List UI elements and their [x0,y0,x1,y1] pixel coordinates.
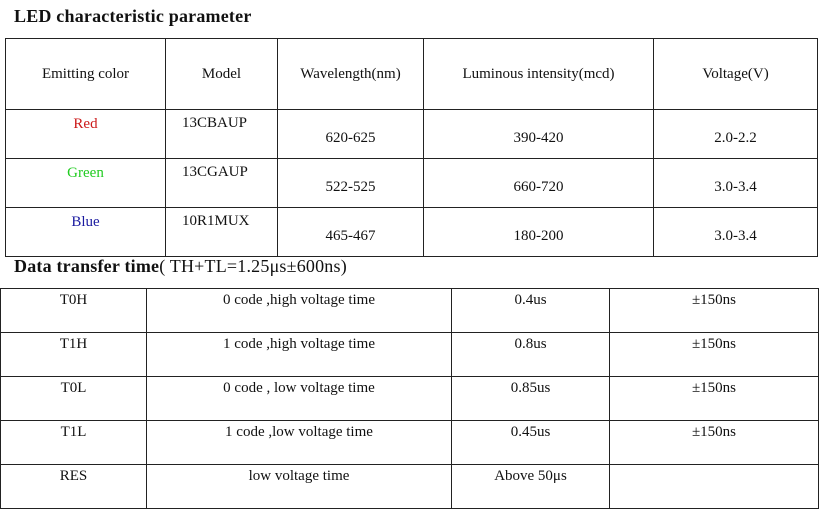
wavelength-cell: 620-625 [278,110,424,159]
data-transfer-table [0,288,819,509]
intensity-cell: 660-720 [424,159,654,208]
emitting-color-cell: Green [6,159,166,208]
emitting-color-cell: Red [6,110,166,159]
timing-description-cell: low voltage time [147,465,452,509]
timing-description-cell: 0 code ,high voltage time [147,289,452,333]
voltage-cell: 2.0-2.2 [654,110,818,159]
led-parameter-table [5,38,818,257]
timing-description-cell: 0 code , low voltage time [147,377,452,421]
table-row [1,421,819,465]
timing-value-cell: 0.85us [452,377,610,421]
table-row [6,208,818,257]
header-emitting-color: Emitting color [6,39,166,110]
timing-description-cell: 1 code ,high voltage time [147,333,452,377]
model-cell: 13CBAUP [166,110,278,159]
timing-value-cell: 0.4us [452,289,610,333]
model-cell: 10R1MUX [166,208,278,257]
timing-name-cell: T1H [1,333,147,377]
model-cell: 13CGAUP [166,159,278,208]
table-row [1,465,819,509]
timing-value-cell: 0.8us [452,333,610,377]
intensity-cell: 180-200 [424,208,654,257]
timing-name-cell: T1L [1,421,147,465]
data-transfer-title [14,256,347,277]
table-row [1,333,819,377]
table-header-row [6,39,818,110]
timing-value-cell: Above 50μs [452,465,610,509]
header-luminous-intensity: Luminous intensity(mcd) [424,39,654,110]
data-transfer-title-formula: ( TH+TL=1.25μs±600ns) [159,256,347,276]
timing-value-cell: 0.45us [452,421,610,465]
wavelength-cell: 522-525 [278,159,424,208]
header-model: Model [166,39,278,110]
voltage-cell: 3.0-3.4 [654,208,818,257]
timing-tolerance-cell: ±150ns [610,377,819,421]
header-wavelength: Wavelength(nm) [278,39,424,110]
header-voltage: Voltage(V) [654,39,818,110]
data-transfer-title-bold: Data transfer time [14,256,160,276]
timing-tolerance-cell [610,465,819,509]
emitting-color-cell: Blue [6,208,166,257]
timing-tolerance-cell: ±150ns [610,421,819,465]
led-parameter-title: LED characteristic parameter [14,6,252,26]
voltage-cell: 3.0-3.4 [654,159,818,208]
timing-name-cell: T0H [1,289,147,333]
table-row [6,159,818,208]
timing-name-cell: T0L [1,377,147,421]
intensity-cell: 390-420 [424,110,654,159]
wavelength-cell: 465-467 [278,208,424,257]
timing-tolerance-cell: ±150ns [610,289,819,333]
table-row [1,289,819,333]
table-row [1,377,819,421]
table-row [6,110,818,159]
timing-tolerance-cell: ±150ns [610,333,819,377]
timing-name-cell: RES [1,465,147,509]
timing-description-cell: 1 code ,low voltage time [147,421,452,465]
